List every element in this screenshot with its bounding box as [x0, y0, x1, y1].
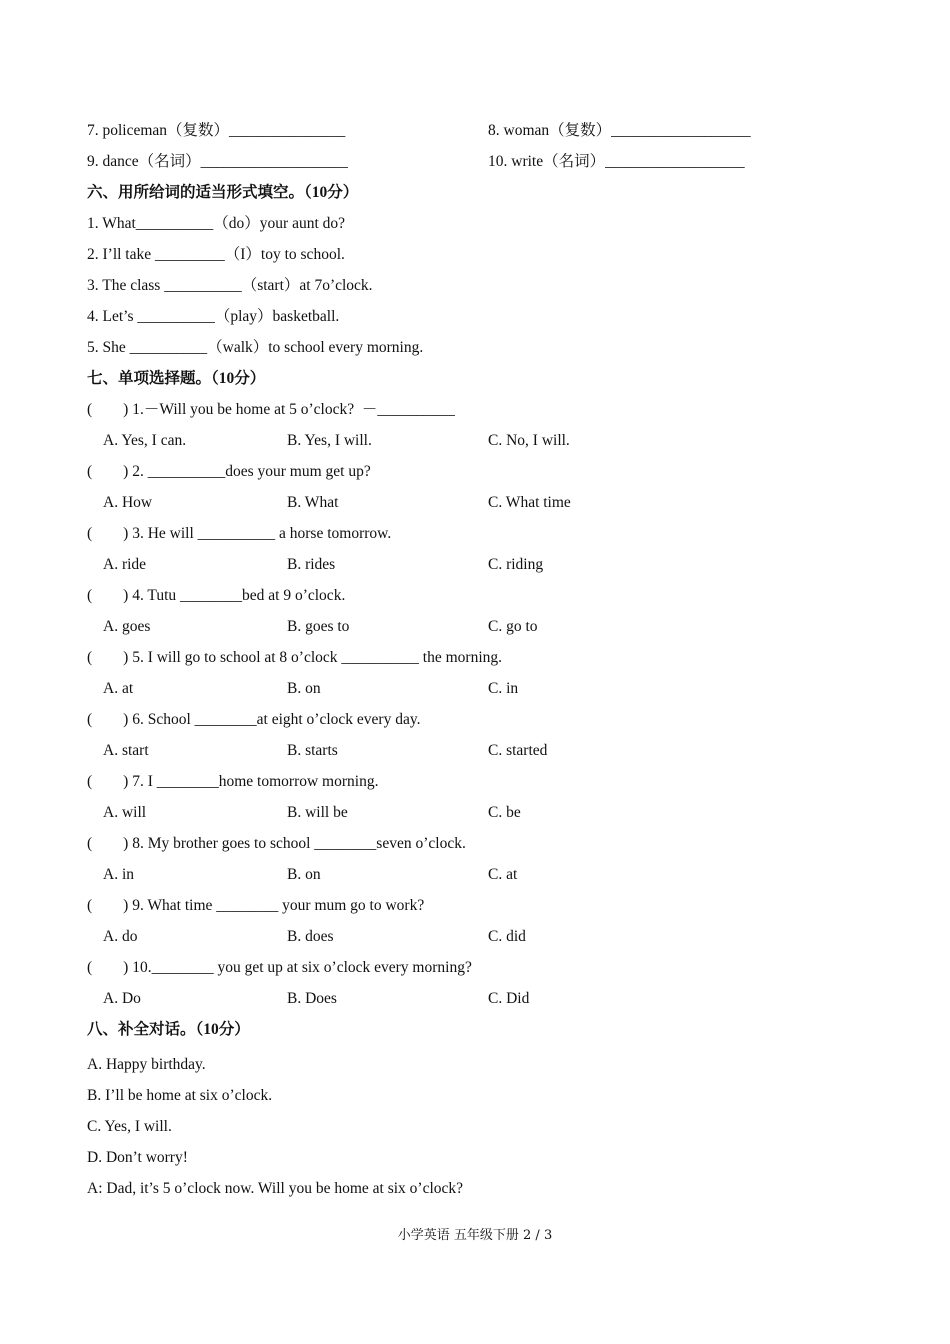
mc-question-9: ( ) 9. What time ________ your mum go to work? — [87, 897, 425, 914]
mc-option-a: A. How — [103, 494, 153, 511]
dialog-option-d: D. Don’t worry! — [87, 1149, 188, 1166]
mc-option-c: C. No, I will. — [488, 432, 570, 449]
dialog-line-1: A: Dad, it’s 5 o’clock now. Will you be home at six o’clock? — [87, 1180, 464, 1197]
mc-option-a: A. Yes, I can. — [103, 432, 187, 449]
q7-policeman: 7. policeman（复数）_______________ — [87, 122, 346, 139]
mc-option-a: A. do — [103, 928, 138, 945]
mc-option-b: B. on — [287, 680, 321, 697]
mc-option-b: B. What — [287, 494, 339, 511]
mc-option-c: C. What time — [488, 494, 571, 511]
mc-question-5: ( ) 5. I will go to school at 8 o’clock __________ the morning. — [87, 649, 502, 666]
section-7-title: 七、单项选择题。（10分） — [87, 370, 266, 387]
fill-item-4: 4. Let’s __________（play）basketball. — [87, 308, 340, 325]
mc-option-c: C. go to — [488, 618, 538, 635]
mc-option-a: A. will — [103, 804, 147, 821]
mc-option-a: A. at — [103, 680, 134, 697]
mc-option-a: A. Do — [103, 990, 141, 1007]
dialog-option-b: B. I’ll be home at six o’clock. — [87, 1087, 273, 1104]
fill-item-3: 3. The class __________（start）at 7o’clock. — [87, 277, 373, 294]
mc-option-c: C. riding — [488, 556, 544, 573]
mc-question-10: ( ) 10.________ you get up at six o’clock every morning? — [87, 959, 472, 976]
mc-option-c: C. did — [488, 928, 526, 945]
mc-option-c: C. Did — [488, 990, 530, 1007]
mc-question-7: ( ) 7. I ________home tomorrow morning. — [87, 773, 379, 790]
q10-write: 10. write（名词）__________________ — [488, 153, 745, 170]
mc-option-b: B. Does — [287, 990, 337, 1007]
mc-option-b: B. goes to — [287, 618, 350, 635]
mc-question-2: ( ) 2. __________does your mum get up? — [87, 463, 371, 480]
mc-option-b: B. on — [287, 866, 321, 883]
mc-option-c: C. started — [488, 742, 548, 759]
fill-item-1: 1. What__________（do）your aunt do? — [87, 215, 346, 232]
mc-option-a: A. start — [103, 742, 149, 759]
section-6-title: 六、用所给词的适当形式填空。（10分） — [87, 184, 359, 201]
fill-item-5: 5. She __________（walk）to school every morning. — [87, 339, 424, 356]
page-footer: 小学英语 五年级下册 2 / 3 — [397, 1228, 553, 1243]
mc-option-a: A. in — [103, 866, 134, 883]
dialog-option-c: C. Yes, I will. — [87, 1118, 172, 1135]
mc-option-b: B. starts — [287, 742, 338, 759]
mc-option-b: B. will be — [287, 804, 348, 821]
q9-dance: 9. dance（名词）___________________ — [87, 153, 348, 170]
dialog-option-a: A. Happy birthday. — [87, 1056, 206, 1073]
mc-question-6: ( ) 6. School ________at eight o’clock every day. — [87, 711, 421, 728]
mc-question-3: ( ) 3. He will __________ a horse tomorrow. — [87, 525, 392, 542]
mc-option-c: C. at — [488, 866, 518, 883]
mc-option-b: B. Yes, I will. — [287, 432, 372, 449]
mc-option-b: B. rides — [287, 556, 336, 573]
mc-option-a: A. ride — [103, 556, 147, 573]
mc-question-4: ( ) 4. Tutu ________bed at 9 o’clock. — [87, 587, 346, 604]
section-8-title: 八、补全对话。（10分） — [87, 1021, 250, 1038]
mc-option-a: A. goes — [103, 618, 151, 635]
q8-woman: 8. woman（复数）__________________ — [488, 122, 751, 139]
mc-question-8: ( ) 8. My brother goes to school ________seven o’clock. — [87, 835, 466, 852]
mc-option-b: B. does — [287, 928, 334, 945]
mc-question-1: ( ) 1.－Will you be home at 5 o’clock? －__________ — [87, 401, 455, 418]
mc-option-c: C. in — [488, 680, 519, 697]
fill-item-2: 2. I’ll take _________（I）toy to school. — [87, 246, 345, 263]
mc-option-c: C. be — [488, 804, 521, 821]
